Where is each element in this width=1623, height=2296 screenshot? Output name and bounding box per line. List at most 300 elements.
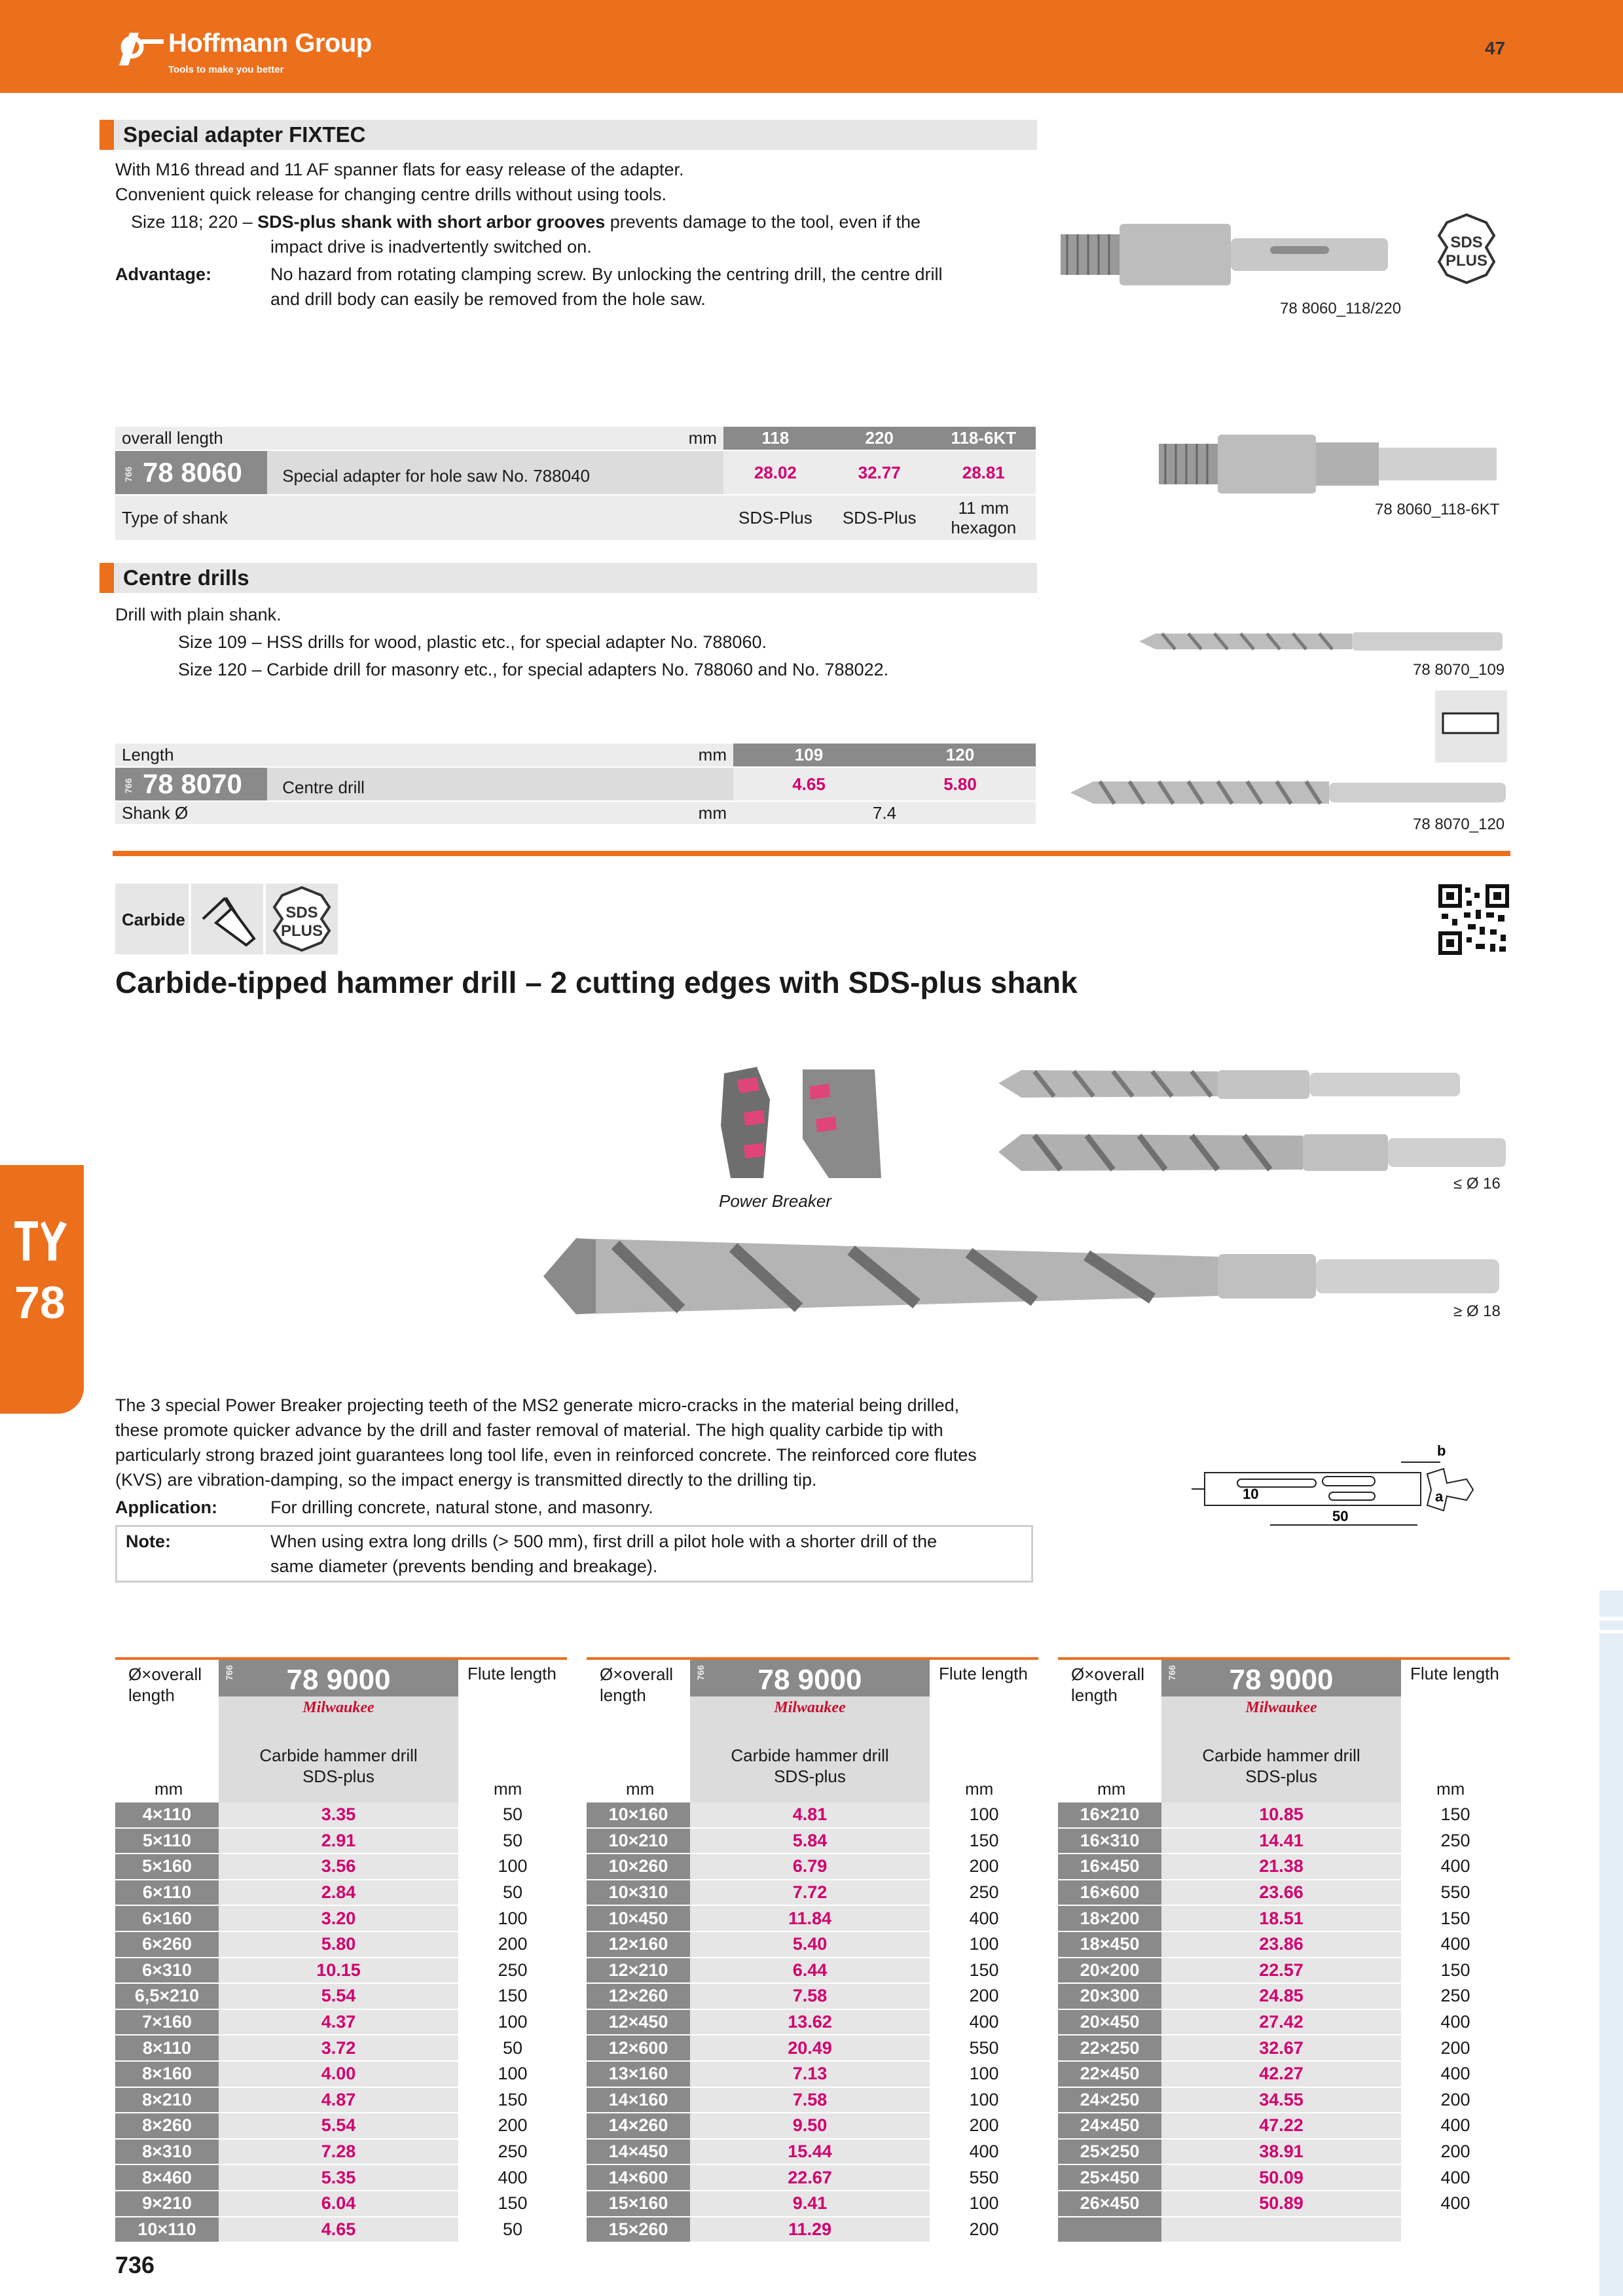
size-cell: 20×200	[1058, 1958, 1161, 1984]
size-cell: 5×110	[115, 1828, 219, 1854]
size-cell: 15×260	[587, 2217, 690, 2243]
size-cell: 8×260	[115, 2113, 219, 2139]
price-cell: 5.35	[219, 2164, 458, 2191]
size-cell: 10×160	[587, 1803, 690, 1828]
size-cell: 10×450	[587, 1905, 690, 1931]
product-table	[1058, 1803, 1510, 2243]
size-cell: 13×160	[587, 2061, 690, 2087]
size-bold: SDS-plus shank with short arbor grooves	[257, 212, 606, 232]
price-cell: 47.22	[1161, 2113, 1401, 2139]
flute-cell: 100	[458, 2061, 567, 2087]
advantage-label: Advantage:	[115, 264, 212, 284]
size-label: Size 118; 220 –	[131, 212, 253, 232]
article-number: 78 9000	[1229, 1664, 1334, 1696]
maker-logo: Milwaukee	[302, 1699, 374, 1716]
flute-cell: 50	[458, 2217, 567, 2243]
price-cell: 14.41	[1161, 1828, 1401, 1854]
sds-badge-line2: PLUS	[1445, 252, 1488, 270]
flute-cell: 100	[930, 1931, 1038, 1958]
flute-column-header: Flute length	[467, 1664, 556, 1683]
flute-cell: 250	[458, 2139, 567, 2165]
price-cell: 50.89	[1161, 2191, 1401, 2217]
table-row	[1058, 1828, 1510, 1854]
flute-cell: 400	[1401, 2113, 1510, 2139]
size-cell: 7×160	[115, 2009, 219, 2036]
size-cell: 8×210	[115, 2087, 219, 2113]
article-description: Centre drill	[282, 778, 365, 797]
advantage-line: No hazard from rotating clamping screw. By unlocking the centring drill, the centre drill	[270, 264, 943, 284]
application-text: For drilling concrete, natural stone, and masonry.	[270, 1498, 653, 1517]
ge18-label: ≥ Ø 18	[1453, 1302, 1501, 1320]
table-row	[1058, 2009, 1510, 2036]
price-cell: 9.50	[690, 2113, 930, 2139]
table-row	[115, 2113, 567, 2139]
size-column-header	[128, 1664, 202, 1706]
note-line: When using extra long drills (> 500 mm), first drill a pilot hole with a shorter drill of the	[270, 1532, 938, 1551]
table-row	[1058, 1854, 1510, 1880]
tools-chapter-icon	[14, 1217, 69, 1263]
header-line: length	[128, 1685, 175, 1705]
size-cell: 26×450	[1058, 2191, 1161, 2217]
flute-cell: 200	[458, 1931, 567, 1958]
section-title-adapter: Special adapter FIXTEC	[100, 120, 1037, 150]
size-cell: 24×250	[1058, 2087, 1161, 2113]
flute-cell: 250	[1401, 1983, 1510, 2009]
product-table-header	[587, 1657, 1038, 1803]
row-unit: mm	[681, 744, 733, 767]
header-line: length	[1071, 1685, 1118, 1705]
adapter-description	[115, 157, 1065, 207]
table-row	[1058, 2087, 1510, 2113]
product-title: Carbide-tipped hammer drill – 2 cutting edges with SDS-plus shank	[115, 965, 1078, 999]
flute-cell: 100	[930, 2061, 1038, 2087]
table-row	[1058, 1983, 1510, 2009]
article-prefix: 766	[224, 1665, 234, 1681]
hammer-description	[115, 1393, 977, 1492]
adapter-line: With M16 thread and 11 AF spanner flats for easy release of the adapter.	[115, 160, 684, 179]
brand-tagline: Tools to make you better	[168, 64, 284, 75]
table-row	[1058, 2164, 1510, 2191]
hoffmann-logo-icon	[113, 26, 165, 65]
price-cell: 11.29	[690, 2217, 930, 2243]
article-description	[690, 1745, 930, 1787]
size-cell: 9×210	[115, 2191, 219, 2217]
size-cell: 4×110	[115, 1803, 219, 1828]
price-cell: 22.67	[690, 2164, 930, 2191]
table-row	[115, 744, 1036, 767]
centre-line1: Drill with plain shank.	[115, 605, 282, 624]
price-cell: 7.28	[219, 2139, 458, 2165]
table-row	[115, 1803, 567, 1828]
col-118: 118	[723, 427, 828, 450]
price: 32.77	[828, 450, 932, 495]
size-cell: 10×260	[587, 1854, 690, 1880]
price-cell: 21.38	[1161, 1854, 1401, 1880]
flute-cell: 200	[930, 1983, 1038, 2009]
size-cell: 18×450	[1058, 1931, 1161, 1958]
table-row	[1058, 1958, 1510, 1984]
flute-cell: 200	[1401, 2087, 1510, 2113]
advantage-text	[270, 262, 942, 312]
price-cell: 3.35	[219, 1803, 458, 1828]
price-cell: 2.84	[219, 1880, 458, 1906]
flute-cell: 400	[1401, 2191, 1510, 2217]
size-unit: mm	[626, 1779, 655, 1799]
header-line: Ø×overall	[1071, 1664, 1144, 1684]
size-cell: 16×450	[1058, 1854, 1161, 1880]
price-cell: 3.20	[219, 1905, 458, 1931]
price-cell: 5.80	[219, 1931, 458, 1958]
table-row	[1058, 2035, 1510, 2061]
qr-code-icon[interactable]	[1438, 884, 1510, 956]
table-row	[115, 2139, 567, 2165]
size-cell: 16×210	[1058, 1803, 1161, 1828]
flute-cell: 150	[1401, 1958, 1510, 1984]
table-row	[1058, 2217, 1510, 2243]
size-cell: 10×310	[587, 1880, 690, 1906]
adapter-size-note	[131, 209, 921, 234]
shank-value: 11 mm hexagon	[932, 495, 1036, 541]
size-cell: 14×260	[587, 2113, 690, 2139]
diagram-50: 50	[1332, 1508, 1349, 1524]
article-prefix: 766	[123, 778, 134, 794]
article-cell	[115, 450, 723, 495]
sds-plus-badge-icon	[1434, 209, 1499, 288]
table-row	[587, 2009, 1038, 2036]
article-description: Special adapter for hole saw No. 788040	[282, 466, 590, 486]
article-code: 78 8060	[143, 457, 242, 488]
size-cell: 25×250	[1058, 2139, 1161, 2165]
table-row	[587, 2113, 1038, 2139]
size-cell: 18×200	[1058, 1905, 1161, 1931]
table-row	[1058, 2061, 1510, 2087]
price-cell: 7.58	[690, 1983, 930, 2009]
flute-cell: 400	[458, 2164, 567, 2191]
flute-cell: 150	[1401, 1905, 1510, 1931]
flute-cell: 150	[930, 1828, 1038, 1854]
table-row	[1058, 1931, 1510, 1958]
table-row	[115, 2087, 567, 2113]
col-118-6kt: 118-6KT	[932, 427, 1036, 450]
centre-drill-109-image	[1136, 622, 1509, 661]
section-title-centre: Centre drills	[100, 563, 1037, 593]
diagram-a: a	[1435, 1488, 1444, 1505]
article-number: 78 9000	[286, 1664, 391, 1696]
flute-cell: 400	[1401, 2164, 1510, 2191]
adapter-image2-caption: 78 8060_118-6KT	[1375, 501, 1500, 518]
price-cell: 34.55	[1161, 2087, 1401, 2113]
table-row	[587, 1828, 1038, 1854]
col-120: 120	[884, 744, 1036, 767]
size-cell: 8×460	[115, 2164, 219, 2191]
article-number	[115, 451, 267, 494]
article-code: 78 8070	[143, 768, 242, 799]
article-number: 78 9000	[757, 1664, 862, 1696]
flute-cell	[1401, 2217, 1510, 2243]
centre-drill-120-image	[1067, 770, 1512, 816]
table-row	[115, 427, 1036, 450]
sds-badge-line2: PLUS	[280, 922, 323, 940]
size-cell: 10×110	[115, 2217, 219, 2243]
le16-label: ≤ Ø 16	[1453, 1175, 1501, 1193]
price-cell: 4.87	[219, 2087, 458, 2113]
shank-label: Shank Ø	[115, 801, 681, 825]
flute-cell: 150	[930, 1958, 1038, 1984]
size-cell: 16×310	[1058, 1828, 1161, 1854]
shank-label: Type of shank	[115, 495, 723, 541]
shank-unit: mm	[681, 801, 733, 825]
product-table	[587, 1803, 1038, 2243]
table-row	[587, 2035, 1038, 2061]
table-row	[115, 1905, 567, 1931]
table-row	[587, 1958, 1038, 1984]
note-line: same diameter (prevents bending and breakage).	[270, 1556, 658, 1576]
table-row	[587, 2139, 1038, 2165]
price: 28.81	[932, 450, 1036, 495]
size-cell: 20×300	[1058, 1983, 1161, 2009]
table-row	[115, 2061, 567, 2087]
article-header	[219, 1660, 458, 1803]
size-cell: 25×450	[1058, 2164, 1161, 2191]
table-row	[115, 2164, 567, 2191]
table-row	[115, 1828, 567, 1854]
table-row	[587, 1854, 1038, 1880]
flute-cell: 550	[930, 2164, 1038, 2191]
article-number	[115, 768, 267, 800]
price-cell: 4.81	[690, 1803, 930, 1828]
table-row	[587, 1931, 1038, 1958]
maker-logo: Milwaukee	[774, 1699, 846, 1716]
desc-line: Carbide hammer drill	[259, 1746, 418, 1765]
size-cell: 6×260	[115, 1931, 219, 1958]
hammer-symbol-icon	[191, 884, 263, 954]
flute-cell: 550	[1401, 1880, 1510, 1906]
size-cell: 10×210	[587, 1828, 690, 1854]
header-line: length	[600, 1685, 646, 1705]
price-cell: 15.44	[690, 2139, 930, 2165]
adapter-line: Convenient quick release for changing centre drills without using tools.	[115, 185, 666, 204]
size-cell: 6×160	[115, 1905, 219, 1931]
price-cell: 22.57	[1161, 1958, 1401, 1984]
diagram-b: b	[1437, 1443, 1446, 1459]
price-cell: 27.42	[1161, 2009, 1401, 2036]
centre-image1-caption: 78 8070_109	[1413, 661, 1505, 679]
flute-cell: 400	[1401, 1931, 1510, 1958]
size-cell: 12×450	[587, 2009, 690, 2036]
hammer-drill-small-image	[995, 1057, 1512, 1188]
sds-badge-line1: SDS	[1450, 234, 1483, 251]
size-cell: 15×160	[587, 2191, 690, 2217]
flute-unit: mm	[965, 1779, 994, 1799]
article-description	[1161, 1745, 1401, 1787]
price-cell: 4.65	[219, 2217, 458, 2243]
table-row	[587, 2217, 1038, 2243]
price-cell: 2.91	[219, 1828, 458, 1854]
header-line: Ø×overall	[128, 1664, 202, 1684]
power-breaker-caption: Power Breaker	[719, 1191, 831, 1211]
flute-cell: 200	[930, 1854, 1038, 1880]
hammer-drill-large-image	[537, 1230, 1506, 1322]
table-row	[587, 1905, 1038, 1931]
adapter-sds-image	[1054, 216, 1395, 295]
price-cell: 23.66	[1161, 1880, 1401, 1906]
size-cell: 5×160	[115, 1854, 219, 1880]
size-rest2: impact drive is inadvertently switched on.	[270, 237, 592, 257]
table-row	[587, 2191, 1038, 2217]
size-cell: 8×310	[115, 2139, 219, 2165]
flute-cell: 150	[458, 2087, 567, 2113]
price-cell: 38.91	[1161, 2139, 1401, 2165]
price-cell: 23.86	[1161, 1931, 1401, 1958]
price: 5.80	[884, 767, 1036, 801]
flute-cell: 400	[1401, 2061, 1510, 2087]
size-cell: 20×450	[1058, 2009, 1161, 2036]
note-label: Note:	[126, 1532, 171, 1551]
size-cell: 12×210	[587, 1958, 690, 1984]
price: 4.65	[733, 767, 884, 801]
carbide-label: Carbide	[122, 910, 185, 929]
price-cell: 6.44	[690, 1958, 930, 1984]
currency-label: GBP	[1571, 37, 1582, 60]
article-description	[219, 1745, 458, 1787]
chapter-number: 78	[14, 1277, 65, 1328]
price-cell: 7.58	[690, 2087, 930, 2113]
description-line: The 3 special Power Breaker projecting teeth of the MS2 generate micro-cracks in the material being drilled,	[115, 1395, 960, 1415]
table-row	[115, 1854, 567, 1880]
price-cell: 5.40	[690, 1931, 930, 1958]
description-line: particularly strong brazed joint guarantees long tool life, even in reinforced concrete. The reinforced core flutes	[115, 1445, 977, 1465]
flute-cell: 50	[458, 1828, 567, 1854]
flute-cell: 250	[930, 1880, 1038, 1906]
flute-cell: 200	[1401, 2035, 1510, 2061]
price-cell: 42.27	[1161, 2061, 1401, 2087]
price-cell: 18.51	[1161, 1905, 1401, 1931]
size-cell: 6,5×210	[115, 1983, 219, 2009]
flute-cell: 200	[458, 2113, 567, 2139]
size-cell: 24×450	[1058, 2113, 1161, 2139]
shank-value: 7.4	[733, 801, 1036, 825]
flute-cell: 150	[1401, 1803, 1510, 1828]
page-number-top: 47	[1485, 38, 1506, 58]
row-unit: mm	[671, 427, 723, 450]
price-cell: 50.09	[1161, 2164, 1401, 2191]
table-row	[1058, 2113, 1510, 2139]
size-cell: 22×250	[1058, 2035, 1161, 2061]
size-unit: mm	[155, 1779, 183, 1799]
col-109: 109	[733, 744, 884, 767]
table-row	[115, 2191, 567, 2217]
article-prefix: 766	[1167, 1665, 1177, 1681]
size-unit: mm	[1097, 1779, 1126, 1799]
size-column-header	[600, 1664, 673, 1706]
table-row	[115, 2035, 567, 2061]
carbide-badge	[115, 884, 189, 954]
size-cell: 14×160	[587, 2087, 690, 2113]
flute-cell: 150	[458, 2191, 567, 2217]
size-column-header	[1071, 1664, 1144, 1706]
price-cell: 3.72	[219, 2035, 458, 2061]
table-row	[115, 1931, 567, 1958]
price-cell: 32.67	[1161, 2035, 1401, 2061]
table-row	[1058, 1880, 1510, 1906]
table-row	[1058, 1905, 1510, 1931]
size-rest: prevents damage to the tool, even if the	[605, 212, 921, 232]
article-header	[1161, 1660, 1401, 1803]
table-row	[115, 2217, 567, 2243]
note-text	[270, 1529, 937, 1579]
description-line: these promote quicker advance by the drill and faster removal of material. The high quality carbide tip with	[115, 1420, 943, 1440]
size-cell: 16×600	[1058, 1880, 1161, 1906]
table-row	[587, 1803, 1038, 1828]
table-row	[115, 801, 1036, 825]
size-cell: 8×110	[115, 2035, 219, 2061]
table-row	[1058, 1803, 1510, 1828]
size-cell: 14×600	[587, 2164, 690, 2191]
flute-cell: 100	[458, 1905, 567, 1931]
power-breaker-tip-image	[718, 1060, 888, 1185]
flute-cell: 150	[458, 1983, 567, 2009]
price-cell: 6.79	[690, 1854, 930, 1880]
article-cell	[115, 767, 733, 801]
desc-line: Carbide hammer drill	[1202, 1746, 1360, 1765]
price-cell: 10.15	[219, 1958, 458, 1984]
advantage-line: and drill body can easily be removed from the hole saw.	[270, 289, 706, 309]
flute-cell: 400	[1401, 2009, 1510, 2036]
adapter-hex-image	[1152, 425, 1506, 504]
table-row	[115, 495, 1036, 541]
table-row	[115, 1958, 567, 1984]
price-cell: 24.85	[1161, 1983, 1401, 2009]
brand-name: Hoffmann Group	[168, 29, 372, 58]
table-row	[115, 1880, 567, 1906]
flute-cell: 100	[458, 1854, 567, 1880]
table-row	[115, 2009, 567, 2036]
page-edge-marker	[1599, 1590, 1623, 2296]
table-row	[115, 1983, 567, 2009]
price-cell: 7.13	[690, 2061, 930, 2087]
desc-line: SDS-plus	[1245, 1767, 1317, 1786]
size-cell: 8×160	[115, 2061, 219, 2087]
centre-line3: Size 120 – Carbide drill for masonry etc., for special adapters No. 788060 and No. 788022.	[178, 660, 889, 679]
price-cell: 6.04	[219, 2191, 458, 2217]
flute-cell: 50	[458, 2035, 567, 2061]
chapter-tab[interactable]	[0, 1165, 84, 1414]
row-label: overall length	[115, 427, 671, 450]
maker-logo: Milwaukee	[1245, 1699, 1317, 1716]
size-cell	[1058, 2217, 1161, 2243]
size-cell: 12×600	[587, 2035, 690, 2061]
flute-column-header: Flute length	[939, 1664, 1028, 1683]
flute-cell: 250	[1401, 1828, 1510, 1854]
shank-value: SDS-Plus	[723, 495, 828, 541]
flute-cell: 50	[458, 1803, 567, 1828]
price-cell: 13.62	[690, 2009, 930, 2036]
flute-cell: 200	[930, 2113, 1038, 2139]
table-row	[587, 2164, 1038, 2191]
sds-plus-badge-icon	[266, 884, 338, 954]
adapter-image1-caption: 78 8060_118/220	[1280, 300, 1402, 317]
header-line: Ø×overall	[600, 1664, 673, 1684]
desc-line: SDS-plus	[302, 1767, 374, 1786]
size-cell: 12×260	[587, 1983, 690, 2009]
table-row	[587, 1983, 1038, 2009]
flute-cell: 400	[930, 2139, 1038, 2165]
price-cell: 5.54	[219, 1983, 458, 2009]
sds-badge-line1: SDS	[285, 904, 318, 922]
flute-cell: 400	[930, 2009, 1038, 2036]
article-header	[690, 1660, 930, 1803]
size-cell: 14×450	[587, 2139, 690, 2165]
